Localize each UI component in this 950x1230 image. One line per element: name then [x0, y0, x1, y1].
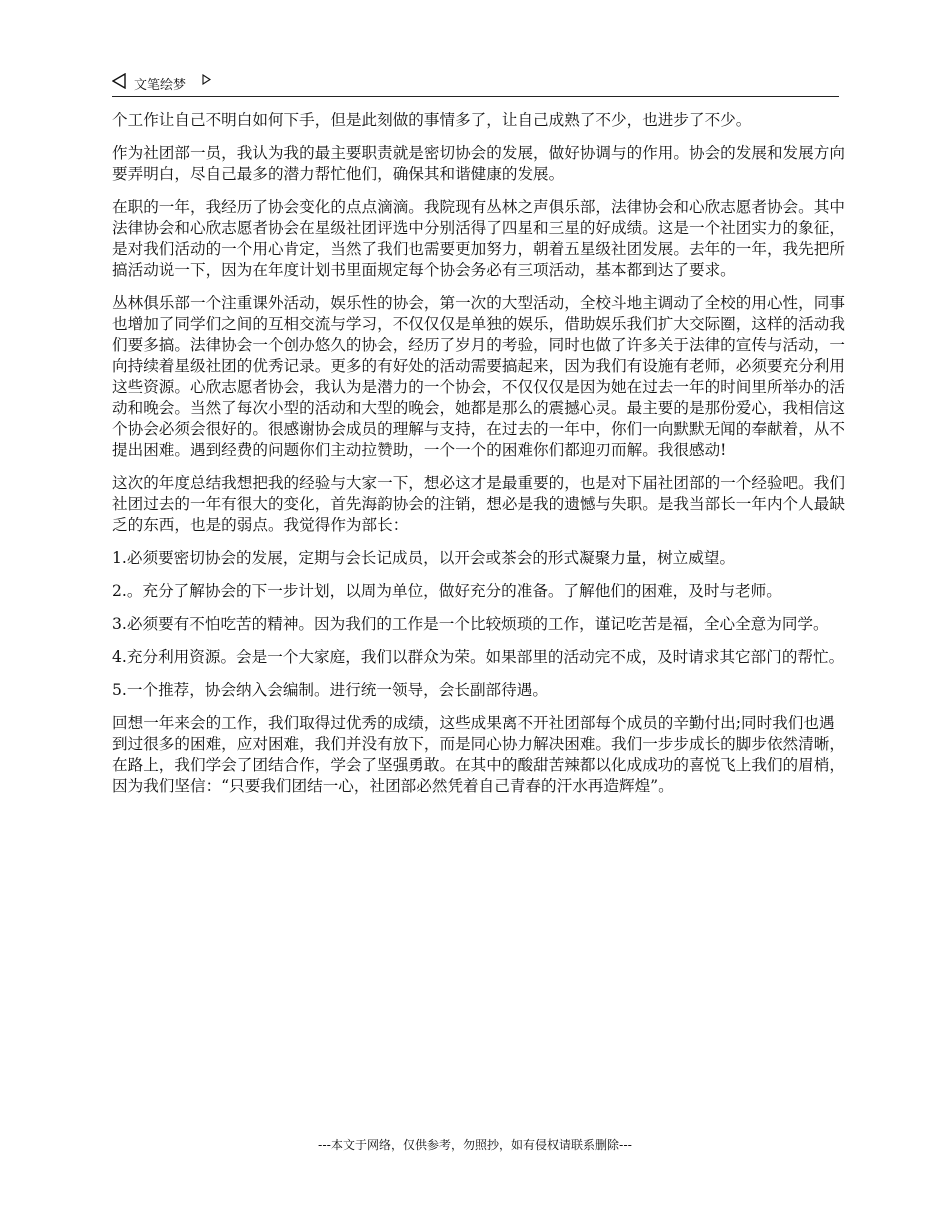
list-item: 2.。充分了解协会的下一步计划，以周为单位，做好充分的准备。了解他们的困难，及时与老师。 — [112, 582, 782, 600]
list-item: 3.必须要有不怕吃苦的精神。因为我们的工作是一个比较烦琐的工作，谨记吃苦是福，全心全意为同学。 — [112, 615, 829, 633]
header-title: 文笔绘梦 — [134, 78, 187, 93]
paragraph: 回想一年来会的工作，我们取得过优秀的成绩，这些成果离不开社团部每个成员的辛勤付出;同时我们也遇到过很多的困难，应对困难，我们并没有放下，而是同心协力解决困难。我们一步步成长的脚步依然清晰，在路上，我们学会了团结合作，学会了坚强勇敢。在其中的酸甜苦辣都以化成成功的喜悦飞上我们的眉梢，因为我们坚信：“只要我们团结一心，社团部必然凭着自己青春的汗水再造辉煌”。 — [112, 714, 845, 795]
paragraph: 丛林俱乐部一个注重课外活动，娱乐性的协会，第一次的大型活动，全校斗地主调动了全校的用心性，同事也增加了同学们之间的互相交流与学习，不仅仅仅是单独的娱乐，借助娱乐我们扩大交际圈，这样的活动我们要多搞。法律协会一个创办悠久的协会，经历了岁月的考验，同时也做了许多关于法律的宣传与活动，一向持续着星级社团的优秀记录。更多的有好处的活动需要搞起来，因为我们有设施有老师，必须要充分利用这些资源。心欣志愿者协会，我认为是潜力的一个协会，不仅仅仅是因为她在过去一年的时间里所举办的活动和晚会。当然了每次小型的活动和大型的晚会，她都是那么的震撼心灵。最主要的是那份爱心，我相信这个协会必须会很好的。很感谢协会成员的理解与支持，在过去的一年中，你们一向默默无闻的奉献着，从不提出困难。遇到经费的问题你们主动拉赞助，一个一个的困难你们都迎刃而解。我很感动! — [112, 294, 845, 459]
paragraph: 在职的一年，我经历了协会变化的点点滴滴。我院现有丛林之声俱乐部，法律协会和心欣志愿者协会。其中法律协会和心欣志愿者协会在星级社团评选中分别活得了四星和三星的好成绩。这是一个社团实力的象征，是对我们活动的一个用心肯定，当然了我们也需要更加努力，朝着五星级社团发展。去年的一年，我先把所搞活动说一下，因为在年度计划书里面规定每个协会务必有三项活动，基本都到达了要求。 — [112, 198, 845, 279]
right-triangle-icon — [202, 74, 211, 85]
page-header — [112, 70, 839, 97]
footer-disclaimer: ---本文于网络，仅供参考，勿照抄，如有侵权请联系删除--- — [318, 1138, 632, 1152]
paragraph: 这次的年度总结我想把我的经验与大家一下，想必这才是最重要的，也是对下届社团部的一个经验吧。我们社团过去的一年有很大的变化，首先海韵协会的注销，想必是我的遗憾与失职。是我当部长一年内个人最缺乏的东西，也是的弱点。我觉得作为部长： — [112, 474, 845, 534]
paragraph: 作为社团部一员，我认为我的最主要职责就是密切协会的发展，做好协调与的作用。协会的发展和发展方向要弄明白，尽自己最多的潜力帮忙他们，确保其和谐健康的发展。 — [112, 144, 845, 183]
paragraph: 个工作让自己不明白如何下手，但是此刻做的事情多了，让自己成熟了不少，也进步了不少。 — [112, 111, 752, 129]
list-item: 4.充分利用资源。会是一个大家庭，我们以群众为荣。如果部里的活动完不成，及时请求其它部门的帮忙。 — [112, 648, 845, 666]
list-item: 1.必须要密切协会的发展，定期与会长记成员，以开会或茶会的形式凝聚力量，树立威望。 — [112, 549, 736, 567]
left-triangle-icon — [112, 73, 126, 89]
document-body — [112, 110, 846, 809]
list-item: 5.一个推荐，协会纳入会编制。进行统一领导，会长副部待遇。 — [112, 681, 548, 699]
